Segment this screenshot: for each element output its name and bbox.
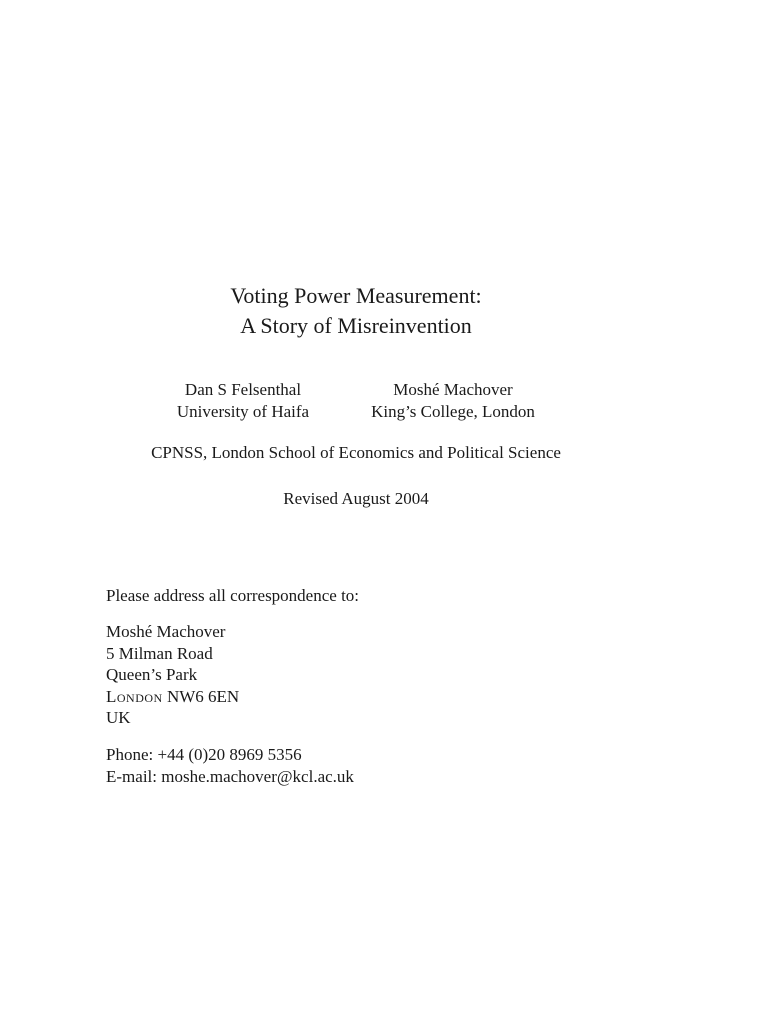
paper-title-line-2: A Story of Misreinvention [240, 313, 472, 338]
author-name: Dan S Felsenthal [184, 380, 302, 399]
address-city: London [106, 686, 163, 706]
correspondence-intro: Please address all correspondence to: [106, 586, 360, 605]
phone-line [106, 744, 354, 766]
paper-title-line-1: Voting Power Measurement: [230, 283, 482, 308]
email-address: moshe.machover@kcl.ac.uk [161, 766, 354, 786]
email-line [106, 766, 354, 788]
author-block-1 [140, 379, 346, 423]
phone-label: Phone: [106, 745, 154, 764]
address-name: Moshé Machover [106, 622, 226, 641]
email-label: E-mail: [106, 766, 157, 786]
author-affiliation: King’s College, London [371, 402, 535, 421]
contact-details [106, 744, 354, 787]
phone-number: +44 (0)20 8969 5356 [157, 745, 302, 764]
address-street: 5 Milman Road [106, 643, 213, 663]
postal-address [106, 621, 239, 729]
revision-date: Revised August 2004 [283, 489, 429, 508]
author-name: Moshé Machover [393, 380, 513, 399]
author-affiliation: University of Haifa [176, 402, 310, 421]
address-postcode: NW6 6EN [166, 686, 240, 706]
address-area: Queen’s Park [106, 665, 198, 684]
address-country: UK [106, 708, 131, 727]
address-city-line [106, 686, 239, 708]
shared-affiliation: CPNSS, London School of Economics and Political Science [151, 443, 561, 462]
author-block-2 [350, 379, 556, 423]
